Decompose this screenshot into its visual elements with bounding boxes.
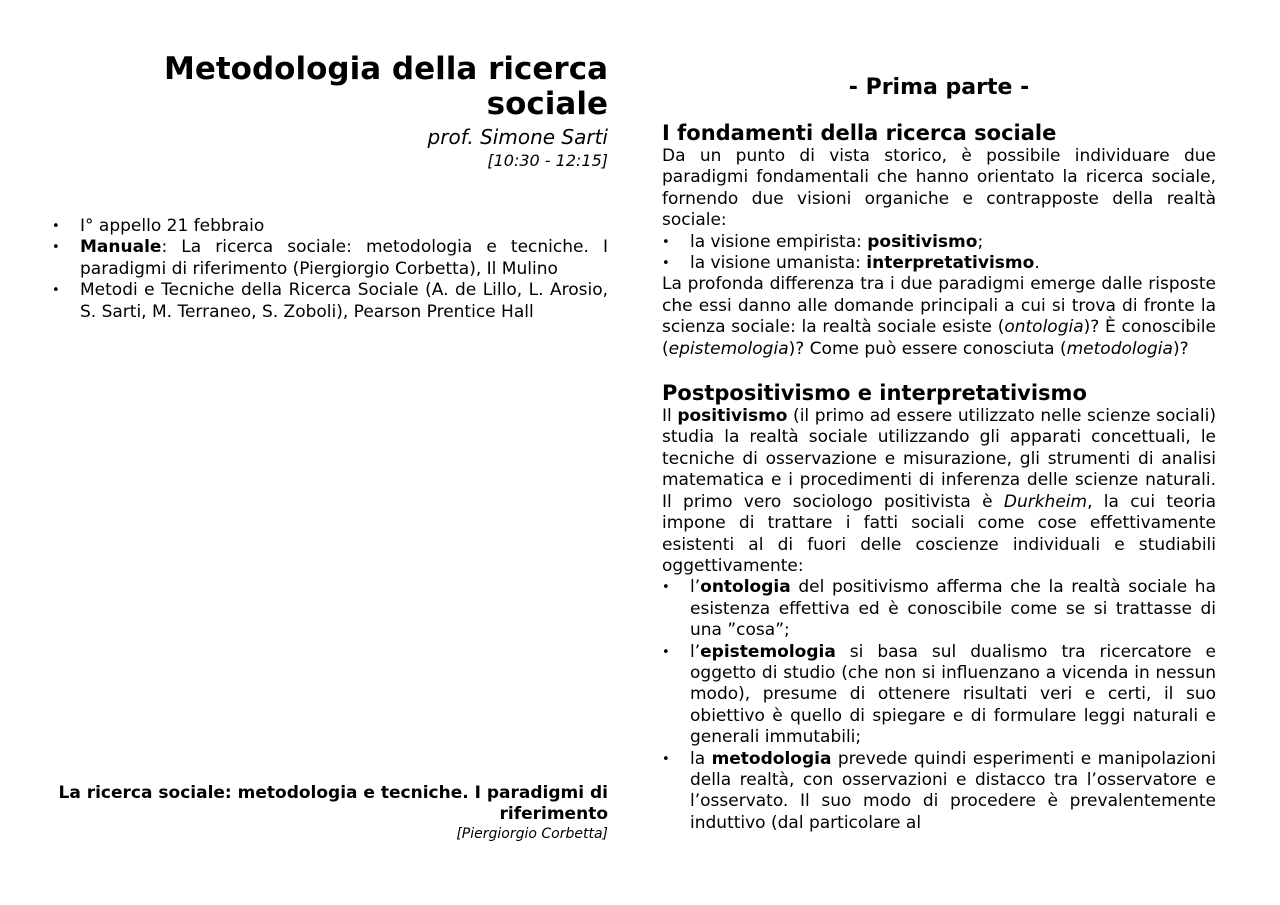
list-item-term: interpretativismo bbox=[866, 253, 1035, 274]
bold-term: epistemologia bbox=[700, 641, 836, 662]
bullet-icon: • bbox=[662, 234, 670, 250]
text-run: La profonda differenza tra i due paradigmi emerge dalle risposte che essi danno alle domande principali a cui si trova di fronte la scienza sociale: la realtà sociale esiste ( bbox=[662, 274, 1216, 338]
text-run: la bbox=[690, 748, 712, 769]
list-item-text: : La ricerca sociale: metodologia e tecniche. I paradigmi di riferimento (Piergiorgio Corbetta), Il Mulino bbox=[80, 237, 608, 279]
list-item bbox=[52, 237, 608, 280]
paragraph bbox=[662, 406, 1216, 577]
bullet-icon: • bbox=[662, 580, 670, 596]
right-column bbox=[662, 74, 1216, 834]
spacer bbox=[662, 360, 1216, 380]
positivism-list bbox=[662, 577, 1216, 834]
bullet-icon: • bbox=[662, 644, 670, 660]
professor-name: prof. Simone Sarti bbox=[427, 125, 608, 149]
text-run: l’ bbox=[690, 641, 701, 662]
list-item-text: la visione empirista: bbox=[690, 231, 868, 252]
text-run: Il bbox=[662, 406, 678, 427]
italic-term: epistemologia bbox=[668, 338, 789, 359]
list-item-label: Manuale bbox=[80, 237, 162, 258]
bullet-icon: • bbox=[52, 219, 60, 234]
part-heading: - Prima parte - bbox=[848, 75, 1030, 100]
bullet-icon: • bbox=[52, 240, 60, 256]
document-title: Metodologia della ricerca sociale bbox=[163, 51, 608, 122]
list-item-text: I° appello 21 febbraio bbox=[80, 216, 265, 236]
text-run: , la cui teoria impone di trattare i fatti sociali come cose effettivamente esistenti al di fuori delle coscienze individuali e studiabili oggettivamente: bbox=[662, 491, 1216, 576]
bullet-icon: • bbox=[662, 751, 670, 767]
list-item bbox=[662, 253, 1216, 274]
list-item-term: positivismo bbox=[867, 231, 978, 252]
italic-term: Durkheim bbox=[1003, 491, 1088, 512]
italic-term: ontologia bbox=[1004, 317, 1084, 338]
book-reference bbox=[52, 783, 608, 844]
list-item bbox=[662, 577, 1216, 641]
list-item bbox=[662, 749, 1216, 835]
bullet-icon: • bbox=[662, 256, 670, 272]
italic-term: metodologia bbox=[1066, 338, 1173, 359]
list-item-text: . bbox=[1034, 253, 1040, 274]
text-run: si basa sul dualismo tra ricercatore e oggetto di studio (che non si influenzano a vicenda in nessun modo), presume di ottenere risultati veri e certi, il suo obiettivo è quello di spiegare e di formulare leggi naturali e generali immutabili; bbox=[690, 641, 1216, 748]
section-heading: I fondamenti della ricerca sociale bbox=[662, 121, 1057, 145]
text-run: l’ bbox=[690, 577, 701, 598]
list-item bbox=[662, 642, 1216, 749]
list-item-text: ; bbox=[977, 231, 984, 252]
bold-term: ontologia bbox=[700, 577, 791, 598]
bullet-icon: • bbox=[52, 283, 60, 299]
text-run: (il primo ad essere utilizzato nelle scienze sociali) studia la realtà sociale utilizzando gli apparati concettuali, le tecniche di osservazione e misurazione, gli strumenti di analisi matematica e i procedimenti di inferenza delle scienze naturali. Il primo vero sociologo positivista è bbox=[662, 406, 1216, 512]
paradigm-list bbox=[662, 232, 1216, 275]
paragraph: Da un punto di vista storico, è possibile individuare due paradigmi fondamentali che hanno orientato la ricerca sociale, fornendo due visioni organiche e contrapposte della realtà sociale: bbox=[662, 146, 1216, 231]
list-item bbox=[662, 232, 1216, 253]
section-heading: Postpositivismo e interpretativismo bbox=[662, 381, 1087, 406]
bold-term: metodologia bbox=[711, 748, 832, 769]
book-title: La ricerca sociale: metodologia e tecniche. I paradigmi di riferimento bbox=[58, 783, 608, 824]
text-run: )? bbox=[1172, 338, 1189, 359]
book-author: [Piergiorgio Corbetta] bbox=[456, 826, 608, 842]
bold-term: positivismo bbox=[677, 406, 788, 427]
list-item bbox=[52, 216, 608, 237]
paragraph bbox=[662, 274, 1216, 360]
list-item-text: la visione umanista: bbox=[690, 253, 867, 274]
lecture-time: [10:30 - 12:15] bbox=[487, 151, 608, 170]
list-item-text: Metodi e Tecniche della Ricerca Sociale (A. de Lillo, L. Arosio, S. Sarti, M. Terraneo, S. Zoboli), Pearson Prentice Hall bbox=[80, 280, 608, 322]
text-run: )? Come può essere conosciuta ( bbox=[788, 338, 1067, 359]
left-column bbox=[52, 52, 608, 323]
text-run: )? È conoscibile ( bbox=[662, 317, 1216, 359]
info-list bbox=[52, 216, 608, 323]
list-item bbox=[52, 280, 608, 323]
text-run: del positivismo afferma che la realtà sociale ha esistenza effettiva ed è conoscibile come se si trattasse di una ”cosa”; bbox=[690, 577, 1216, 641]
text-run: prevede quindi esperimenti e manipolazioni della realtà, con osservazioni e distacco tra l’osservatore e l’osservato. Il suo modo di procedere è prevalentemente induttivo (dal particolare al bbox=[690, 748, 1216, 833]
